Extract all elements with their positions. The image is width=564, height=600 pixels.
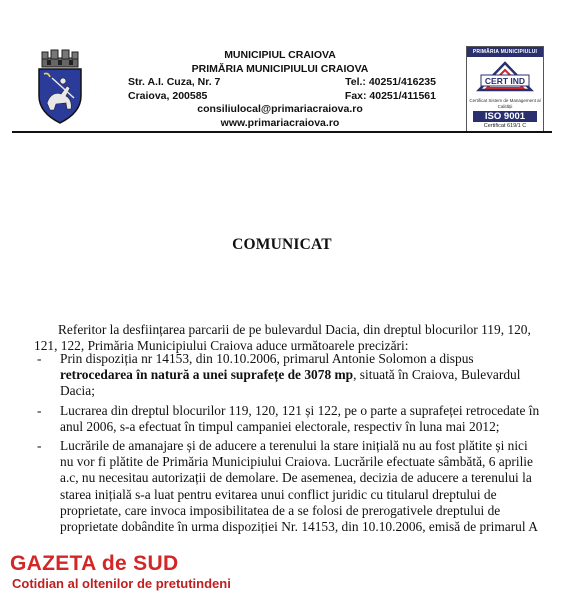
craiova-coat-of-arms-icon: [30, 48, 90, 126]
municipality-name: MUNICIPIUL CRAIOVA: [224, 49, 336, 61]
bullet-dash: -: [37, 402, 42, 418]
newspaper-watermark: [6, 552, 261, 600]
email-address[interactable]: consiliulocal@primariacraiova.ro: [197, 103, 363, 116]
list-item: [34, 351, 544, 400]
document-title: COMUNICAT: [232, 236, 332, 253]
bullet-text-end: , situată în Craiova, Bulevardul Dacia;: [60, 367, 521, 399]
iso-certificate-badge: [466, 46, 544, 132]
certificate-description: Certificat Sistem de Management al Calității: [469, 98, 541, 109]
bullet-bold-text: retrocedarea în natură a unei suprafețe de 3078 mp: [60, 367, 354, 383]
clarifications-list: [34, 351, 544, 535]
bullet-text: Lucrările de amanajare și de aducere a terenului la stare inițială nu au fost plătite și nici nu vor fi plătite de Primăria Municipiului Craiova. Lucrările efectuate sâmbătă, 6 aprilie a.c, nu necesitau autorizații de demolare. De asemenea, decizia de aducere a terenului la starea inițială s-a luat pentru evitarea unui conflict juridic cu titularul dreptului de proprietate, care invoca imposibilitatea de a se folosi de prerogativele dreptului de proprietate dobândite în urma dispoziției Nr. 14153, din 10.10.2006, emisă de primarul A: [60, 438, 538, 535]
list-item: [34, 403, 544, 435]
certind-logo-text: CERT IND: [484, 76, 526, 86]
phone-number: Tel.: 40251/416235: [345, 76, 436, 89]
intro-paragraph: [34, 322, 542, 354]
header-divider: [12, 131, 552, 133]
bullet-dash: -: [37, 438, 42, 454]
website-address[interactable]: www.primariacraiova.ro: [220, 116, 340, 129]
bullet-dash: -: [37, 351, 42, 366]
letterhead-address: [120, 49, 440, 131]
list-item: [34, 438, 544, 535]
street-address: Str. A.I. Cuza, Nr. 7: [128, 76, 221, 89]
newspaper-name: GAZETA de SUD: [10, 552, 179, 575]
bullet-text: Prin dispoziția nr 14153, din 10.10.2006, primarul Antonie Solomon a dispus: [60, 351, 474, 366]
bullet-text: Lucrarea din dreptul blocurilor 119, 120, 121 și 122, pe o parte a suprafeței retrocedate în anul 2006, s-a efectuat în timpul campaniei electorale, respectiv în luna mai 2012;: [60, 402, 540, 434]
intro-text: Referitor la desființarea parcarii de pe bulevardul Dacia, din dreptul blocurilor 119, 120, 121, 122, Primăria Municipiului Craiova aduce următoarele precizări:: [34, 322, 531, 353]
city-postal-code: Craiova, 200585: [128, 89, 208, 102]
city-hall-name: PRIMĂRIA MUNICIPIULUI CRAIOVA: [191, 62, 369, 75]
certificate-number: Certificat 619/1 C: [483, 123, 527, 129]
certind-logo-icon: [475, 60, 535, 98]
fax-number: Fax: 40251/411561: [344, 89, 436, 102]
certificate-header: PRIMĂRIA MUNICIPIULUI CRAIOVA: [467, 47, 543, 57]
iso-standard-label: ISO 9001: [473, 111, 537, 122]
newspaper-tagline: Cotidian al oltenilor de pretutindeni: [12, 576, 231, 591]
